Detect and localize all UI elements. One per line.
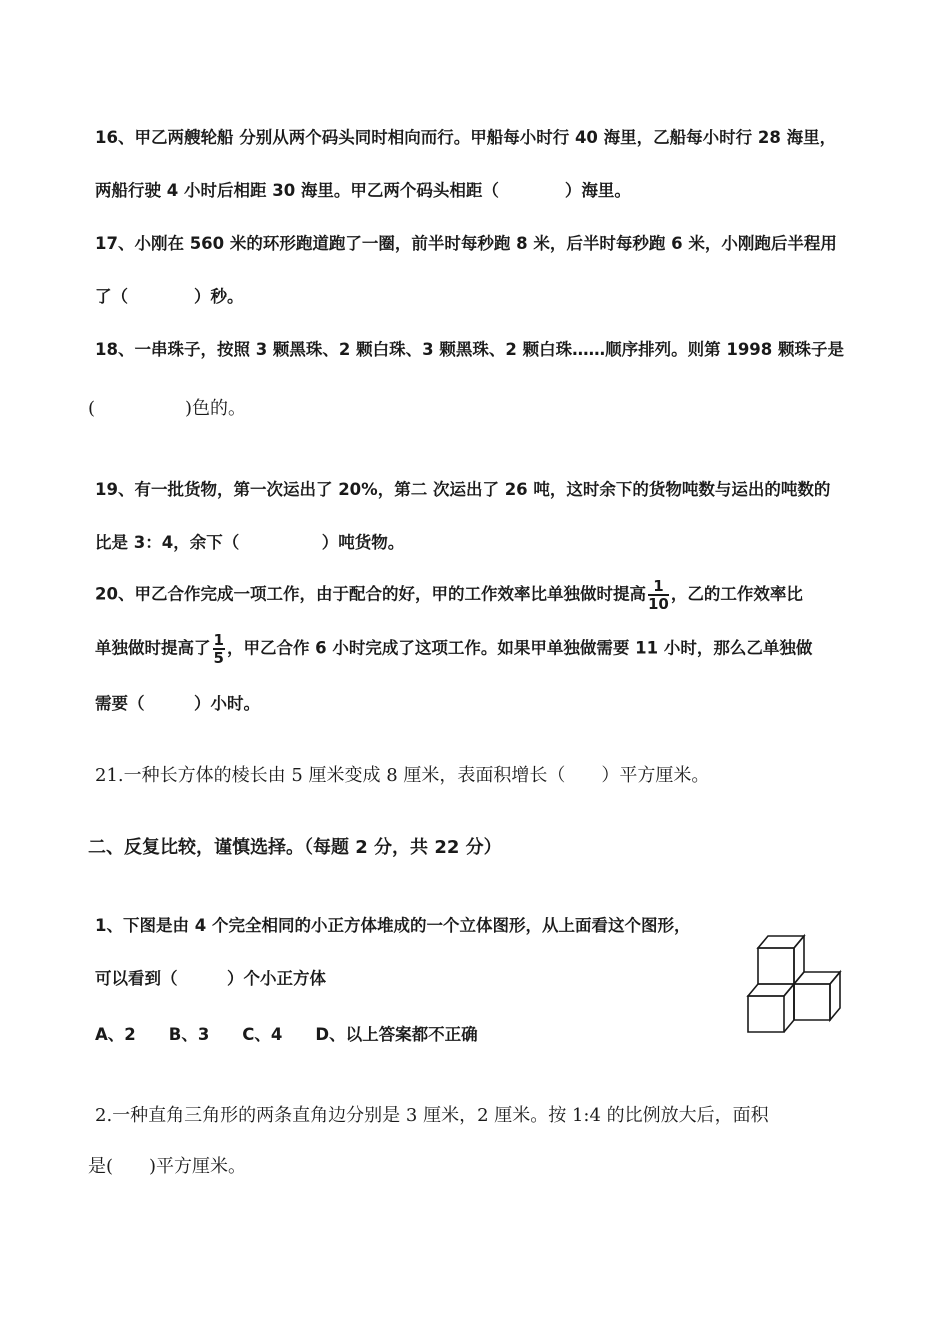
fraction-one-tenth bbox=[648, 578, 669, 612]
q19-line2: 比是 3：4，余下（ ）吨货物。 bbox=[95, 533, 405, 552]
q16-line1: 16、甲乙两艘轮船 分别从两个码头同时相向而行。甲船每小时行 40 海里，乙船每小时行 28 海里， bbox=[95, 128, 837, 147]
fraction-denominator: 10 bbox=[647, 595, 669, 613]
fraction-one-fifth bbox=[213, 632, 225, 666]
q20-line1-text-b: ，乙的工作效率比 bbox=[670, 584, 803, 604]
cube-top-top-face bbox=[758, 936, 804, 948]
s2q1-line2: 可以看到（ ）个小正方体 bbox=[95, 969, 326, 988]
q18-line2: ( )色的。 bbox=[88, 398, 247, 419]
cube-bottom-right-top-face bbox=[794, 972, 840, 984]
fraction-denominator: 5 bbox=[213, 649, 224, 667]
s2q2-line1: 2.一种直角三角形的两条直角边分别是 3 厘米，2 厘米。按 1:4 的比例放大后，面积 bbox=[95, 1105, 769, 1126]
q20-line3: 需要（ ）小时。 bbox=[95, 694, 260, 713]
s2q2-line2: 是( )平方厘米。 bbox=[88, 1156, 247, 1177]
q18-line1: 18、一串珠子，按照 3 颗黑珠、2 颗白珠、3 颗黑珠、2 颗白珠……顺序排列。则第 1998 颗珠子是 bbox=[95, 340, 845, 359]
cube-bottom-right-front bbox=[794, 984, 830, 1020]
q17-line2: 了（ ）秒。 bbox=[95, 287, 244, 306]
q20-line1 bbox=[95, 578, 803, 612]
cube-top-front-face bbox=[758, 948, 794, 984]
q20-line1-text-a: 20、甲乙合作完成一项工作，由于配合的好，甲的工作效率比单独做时提高 bbox=[95, 584, 646, 604]
q20-line2-text-b: ，甲乙合作 6 小时完成了这项工作。如果甲单独做需要 11 小时，那么乙单独做 bbox=[226, 638, 813, 658]
cube-bottom-left-side-face bbox=[784, 984, 794, 1032]
q19-line1: 19、有一批货物，第一次运出了 20%，第二 次运出了 26 吨，这时余下的货物吨数与运出的吨数的 bbox=[95, 480, 831, 499]
s2q1-options: A、2 B、3 C、4 D、以上答案都不正确 bbox=[95, 1025, 478, 1044]
fraction-numerator: 1 bbox=[213, 631, 224, 649]
cube-bottom-right-side-face bbox=[830, 972, 840, 1020]
q17-line1: 17、小刚在 560 米的环形跑道跑了一圈，前半时每秒跑 8 米，后半时每秒跑 6 米，小刚跑后半程用 bbox=[95, 234, 837, 253]
s2q1-line1: 1、下图是由 4 个完全相同的小正方体堆成的一个立体图形，从上面看这个图形， bbox=[95, 916, 691, 935]
fraction-numerator: 1 bbox=[648, 578, 669, 596]
q16-line2: 两船行驶 4 小时后相距 30 海里。甲乙两个码头相距（ ）海里。 bbox=[95, 181, 631, 200]
section2-heading: 二、反复比较，谨慎选择。（每题 2 分，共 22 分） bbox=[88, 837, 502, 858]
q21-line1: 21.一种长方体的棱长由 5 厘米变成 8 厘米，表面积增长（ ）平方厘米。 bbox=[95, 765, 710, 786]
stacked-cubes-figure bbox=[742, 930, 852, 1042]
q20-line2-text-a: 单独做时提高了 bbox=[95, 638, 211, 658]
cube-bottom-left-front-face bbox=[748, 996, 784, 1032]
cube-bottom-left-top-face bbox=[748, 984, 794, 996]
q20-line2 bbox=[95, 632, 812, 666]
